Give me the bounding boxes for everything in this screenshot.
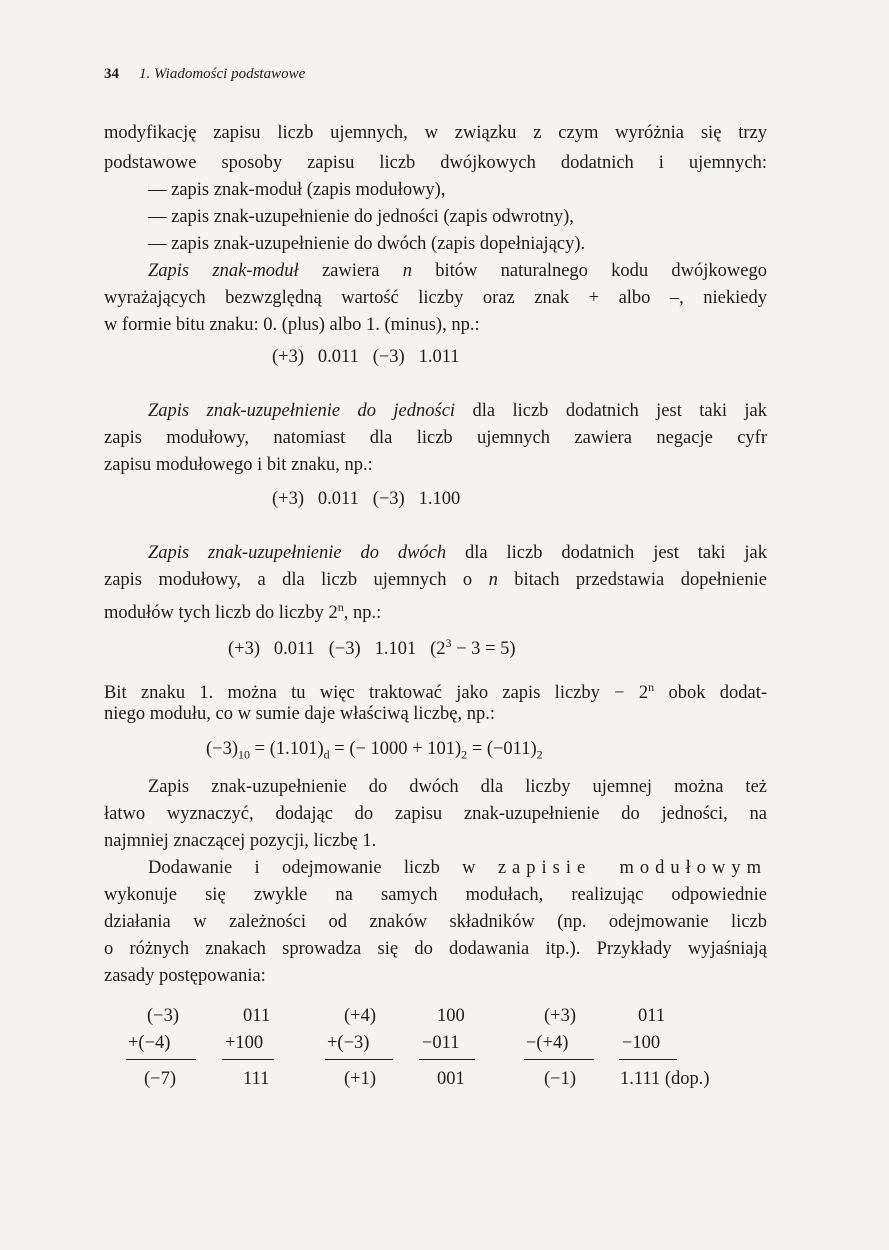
text-span: obok dodat- <box>654 683 767 704</box>
sum-rule <box>419 1059 475 1060</box>
text-line: wykonuje się zwykle na samych modułach, realizując odpowiednie <box>104 885 767 905</box>
superscript: n <box>648 680 655 694</box>
text-span: zapis modułowy, a dla liczb ujemnych o <box>104 570 489 590</box>
result-value: 1.111 <box>620 1069 661 1089</box>
text-line: o różnych znakach sprowadza się do dodawania itp.). Przykłady wyjaśniają <box>104 939 767 959</box>
term: Zapis znak-uzupełnienie do dwóch <box>148 543 447 563</box>
example-value: +100 <box>225 1033 264 1053</box>
text-line: w formie bitu znaku: 0. (plus) albo 1. (minus), np.: <box>104 315 480 335</box>
example-value: +(−4) <box>128 1033 171 1053</box>
example-result: (−1) <box>544 1069 577 1089</box>
variable: n <box>402 261 412 281</box>
example-value: +(−3) <box>327 1033 370 1053</box>
text-line <box>148 258 767 284</box>
list-item: — zapis znak-uzupełnienie do dwóch (zapis dopełniający). <box>148 234 586 254</box>
result-note: (dop.) <box>664 1069 710 1089</box>
text-span: Bit znaku 1. można tu więc traktować jako zapis liczby − 2 <box>104 683 649 704</box>
subscript: d <box>323 747 330 762</box>
example-value: −100 <box>622 1033 661 1053</box>
term: Zapis znak-uzupełnienie do jedności <box>148 401 456 421</box>
variable: n <box>488 570 498 590</box>
text-line: łatwo wyznaczyć, dodając do zapisu znak-uzupełnienie do jedności, na <box>104 804 767 824</box>
sum-rule <box>619 1059 677 1060</box>
text-line <box>104 594 767 626</box>
text-span: bitach przedstawia dopełnienie <box>497 570 767 590</box>
example-result: (+1) <box>344 1069 377 1089</box>
example-result: 001 <box>437 1069 465 1089</box>
text-span: (−3) <box>206 739 239 759</box>
equation <box>228 630 516 662</box>
text-line: modyfikację zapisu liczb ujemnych, w związku z czym wyróżnia się trzy <box>104 123 767 143</box>
sum-rule <box>126 1059 196 1060</box>
example-value: (−3) <box>147 1006 180 1026</box>
subscript: 2 <box>461 747 468 762</box>
text-line: najmniej znaczącej pozycji, liczbę 1. <box>104 831 377 851</box>
text-span: = (− 1000 + 101) <box>329 739 462 759</box>
list-item: — zapis znak-moduł (zapis modułowy), <box>148 180 446 200</box>
running-title: 1. Wiadomości podstawowe <box>139 66 306 82</box>
term: Zapis znak-moduł <box>148 261 299 281</box>
text-span: , np.: <box>343 603 382 624</box>
example-result: (−7) <box>144 1069 177 1089</box>
example-value: −011 <box>422 1033 460 1053</box>
text-line: działania w zależności od znaków składników (np. odejmowanie liczb <box>104 912 767 932</box>
text-line: wyrażających bezwzględną wartość liczby oraz znak + albo –, niekiedy <box>104 288 767 308</box>
text-line: podstawowe sposoby zapisu liczb dwójkowych dodatnich i ujemnych: <box>104 153 767 173</box>
text-line <box>148 855 767 881</box>
text-line: zasady postępowania: <box>104 966 266 986</box>
example-value: (+3) <box>544 1006 577 1026</box>
example-value: −(+4) <box>526 1033 569 1053</box>
example-value: (+4) <box>344 1006 377 1026</box>
text-span: zawiera <box>298 261 403 281</box>
sum-rule <box>222 1059 274 1060</box>
equation: (+3) 0.011 (−3) 1.100 <box>272 489 461 509</box>
text-span: = (1.101) <box>250 739 324 759</box>
text-span: modułów tych liczb do liczby 2 <box>104 603 338 624</box>
text-span: Dodawanie i odejmowanie liczb w <box>148 858 498 878</box>
text-line: zapis modułowy, natomiast dla liczb ujemnych zawiera negacje cyfr <box>104 428 767 448</box>
example-value: 011 <box>638 1006 666 1026</box>
page-header <box>104 66 305 83</box>
text-line <box>148 540 767 566</box>
equation: (+3) 0.011 (−3) 1.011 <box>272 347 460 367</box>
page-number: 34 <box>104 66 119 82</box>
text-span: dla liczb dodatnich jest taki jak <box>446 543 767 563</box>
text-line <box>104 567 767 593</box>
list-item: — zapis znak-uzupełnienie do jedności (zapis odwrotny), <box>148 207 574 227</box>
text-span: = (−011) <box>467 739 537 759</box>
example-value: 100 <box>437 1006 465 1026</box>
text-span: (+3) 0.011 (−3) 1.101 (2 <box>228 639 446 660</box>
example-result <box>620 1066 710 1092</box>
text-line: zapisu modułowego i bit znaku, np.: <box>104 455 373 475</box>
text-span: bitów naturalnego kodu dwójkowego <box>411 261 767 281</box>
subscript: 2 <box>536 747 543 762</box>
text-line: niego modułu, co w sumie daje właściwą liczbę, np.: <box>104 704 495 724</box>
sum-rule <box>325 1059 393 1060</box>
text-span: − 3 = 5) <box>451 639 516 660</box>
text-span: dla liczb dodatnich jest taki jak <box>455 401 767 421</box>
spaced-emphasis: zapisie modułowym <box>497 858 767 878</box>
superscript: 3 <box>445 636 452 650</box>
equation <box>206 736 543 768</box>
sum-rule <box>524 1059 594 1060</box>
superscript: n <box>337 600 344 614</box>
example-value: 011 <box>243 1006 271 1026</box>
example-result: 111 <box>243 1069 270 1089</box>
text-line <box>148 398 767 424</box>
subscript: 10 <box>238 747 251 762</box>
text-line: Zapis znak-uzupełnienie do dwóch dla liczby ujemnej można też <box>148 777 767 797</box>
